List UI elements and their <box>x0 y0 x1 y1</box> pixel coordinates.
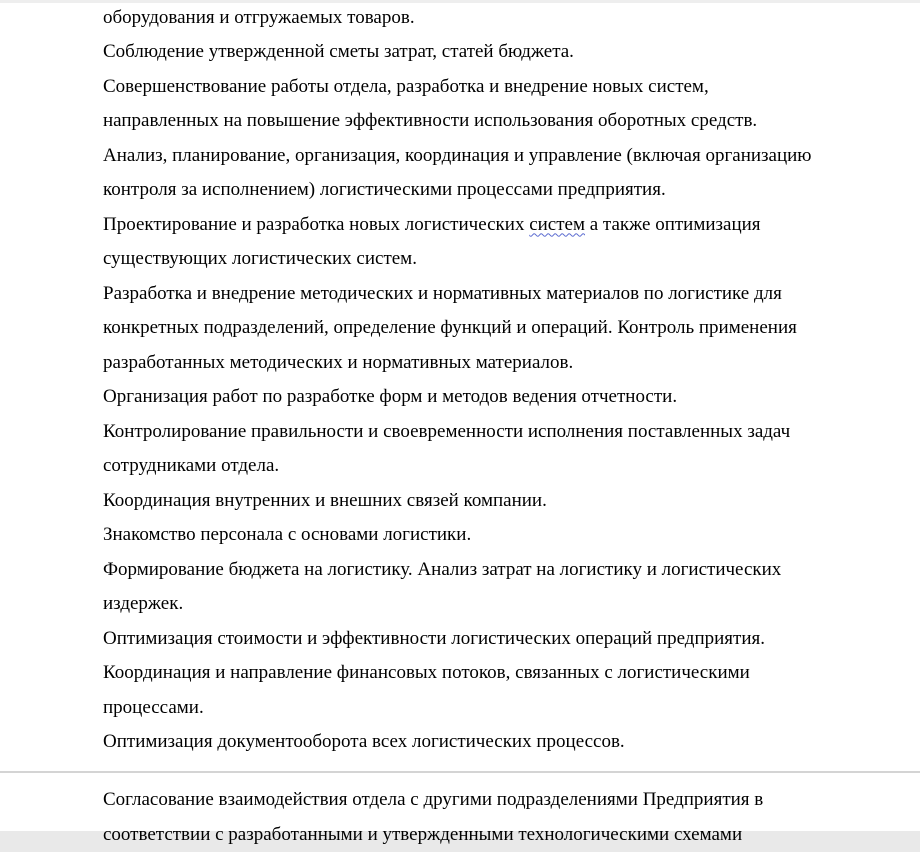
text-line[interactable]: Оптимизация документооборота всех логистических процессов. <box>103 725 863 760</box>
text-line[interactable]: Знакомство персонала с основами логистики. <box>103 518 863 553</box>
text-line[interactable]: Разработка и внедрение методических и нормативных материалов по логистике для <box>103 277 863 312</box>
text-line[interactable]: Совершенствование работы отдела, разработка и внедрение новых систем, <box>103 70 863 105</box>
text-segment: а также оптимизация <box>585 214 761 235</box>
spelling-error-word[interactable]: систем <box>529 214 585 235</box>
text-line[interactable]: существующих логистических систем. <box>103 242 863 277</box>
text-line[interactable]: Соблюдение утвержденной сметы затрат, статей бюджета. <box>103 35 863 70</box>
text-line[interactable] <box>103 208 863 243</box>
text-line[interactable]: Координация внутренних и внешних связей компании. <box>103 484 863 519</box>
document-body-next[interactable] <box>103 783 863 852</box>
text-line[interactable]: соответствии с разработанными и утвержденными технологическими схемами <box>103 818 863 852</box>
text-line[interactable]: Анализ, планирование, организация, координация и управление (включая организацию <box>103 139 863 174</box>
text-line[interactable]: Согласование взаимодействия отдела с другими подразделениями Предприятия в <box>103 783 863 818</box>
text-line[interactable]: Организация работ по разработке форм и методов ведения отчетности. <box>103 380 863 415</box>
text-line[interactable]: процессами. <box>103 691 863 726</box>
text-line[interactable]: Контролирование правильности и своевременности исполнения поставленных задач <box>103 415 863 450</box>
text-line[interactable]: разработанных методических и нормативных материалов. <box>103 346 863 381</box>
text-line[interactable]: издержек. <box>103 587 863 622</box>
text-line[interactable]: оборудования и отгружаемых товаров. <box>103 0 863 35</box>
text-line[interactable]: контроля за исполнением) логистическими процессами предприятия. <box>103 173 863 208</box>
text-line[interactable]: Координация и направление финансовых потоков, связанных с логистическими <box>103 656 863 691</box>
text-line[interactable]: Оптимизация стоимости и эффективности логистических операций предприятия. <box>103 622 863 657</box>
text-segment: Проектирование и разработка новых логистических <box>103 214 529 235</box>
text-line[interactable]: сотрудниками отдела. <box>103 449 863 484</box>
text-line[interactable]: конкретных подразделений, определение функций и операций. Контроль применения <box>103 311 863 346</box>
document-body[interactable] <box>103 0 863 760</box>
document-page-next[interactable] <box>0 772 920 831</box>
text-line[interactable]: Формирование бюджета на логистику. Анализ затрат на логистику и логистических <box>103 553 863 588</box>
text-line[interactable]: направленных на повышение эффективности использования оборотных средств. <box>103 104 863 139</box>
